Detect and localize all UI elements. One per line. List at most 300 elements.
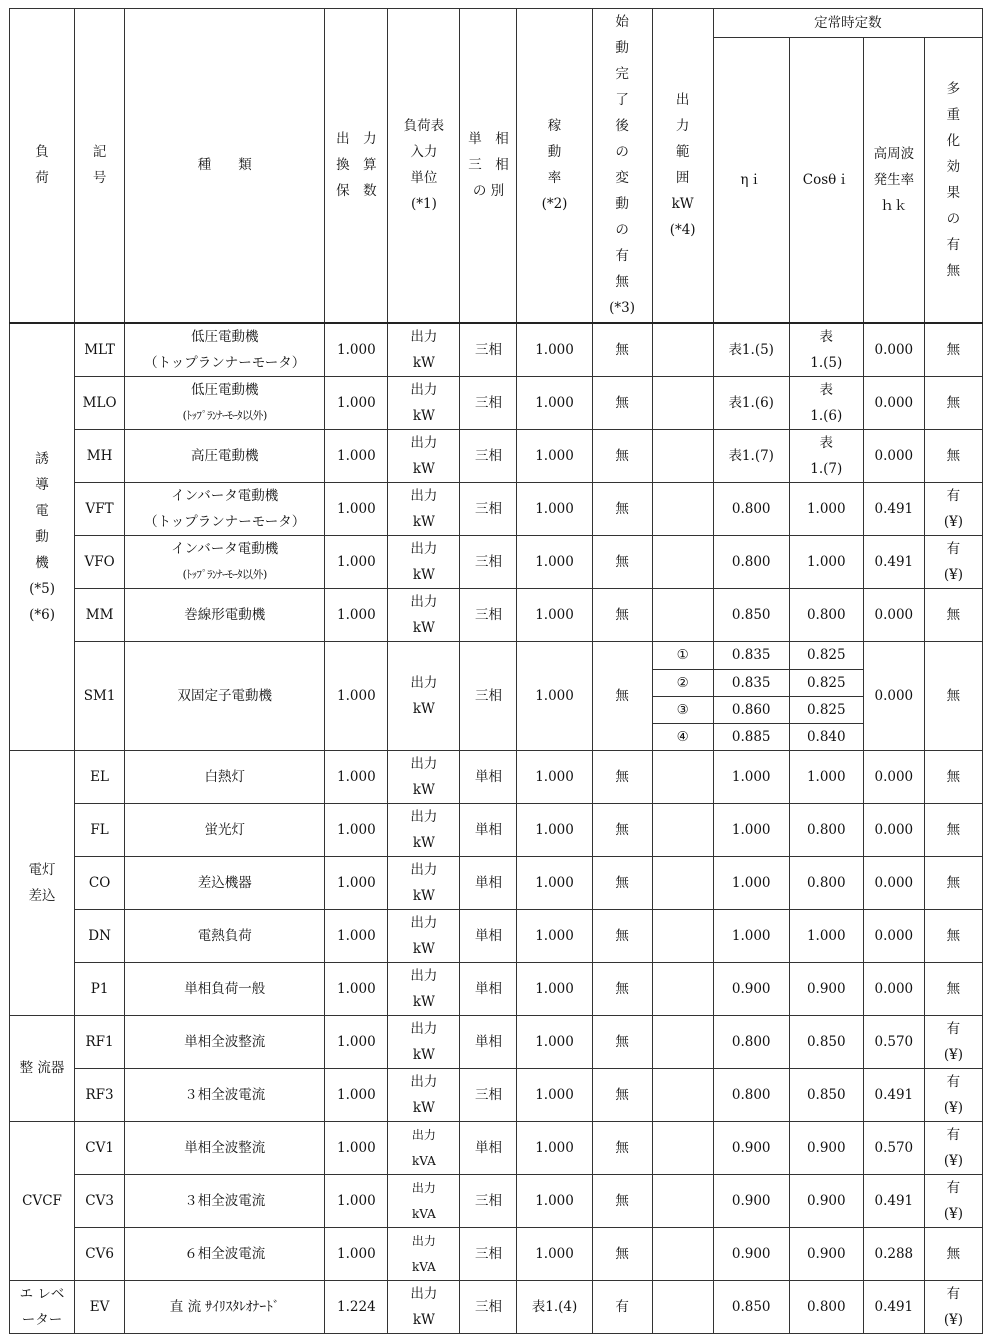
group-rect-line: 整 流器 — [19, 1060, 65, 1076]
unit-cell-line: kW — [412, 619, 435, 636]
coef-cell: 1.000 — [325, 641, 388, 750]
header-unit-line: (*1) — [410, 196, 437, 213]
multi-cell-line: (¥) — [943, 1311, 963, 1328]
header-fluct-line: 無 — [615, 274, 629, 291]
header-cos: Cosθｉ — [789, 38, 863, 323]
hk-cell: 0.570 — [863, 1015, 924, 1068]
multi-cell — [924, 323, 982, 377]
cos-cell — [789, 1121, 863, 1174]
kind-cell — [125, 1121, 325, 1174]
cos-cell-line: 0.850 — [806, 1086, 846, 1103]
kind-cell-line: 低圧電動機 — [190, 381, 259, 398]
header-multi-line: 有 — [946, 236, 961, 253]
kind-cell: 双固定子電動機 — [125, 641, 325, 750]
range-cell: ③ — [652, 696, 713, 723]
unit-cell — [388, 429, 460, 482]
unit-cell-line: 出力 — [410, 1285, 438, 1302]
unit-cell-line: 出力 — [411, 1127, 436, 1142]
cos-cell — [789, 588, 863, 641]
header-unit-line: 負荷表 — [403, 118, 445, 135]
fluct-cell: 無 — [592, 750, 652, 803]
kind-cell — [125, 750, 325, 803]
unit-cell — [388, 641, 460, 750]
cos-cell-line: 1.000 — [806, 553, 846, 570]
multi-cell — [924, 535, 982, 588]
eta-cell: 0.900 — [713, 1174, 789, 1227]
symbol-cell: CV6 — [75, 1227, 125, 1280]
header-phase — [460, 9, 517, 323]
coef-cell: 1.000 — [325, 962, 388, 1015]
rate-cell: 1.000 — [517, 909, 592, 962]
kind-cell-line: 白熱灯 — [204, 768, 245, 785]
multi-cell-line: 無 — [946, 1245, 961, 1262]
range-cell — [652, 535, 713, 588]
header-fluct-line: 了 — [615, 92, 629, 109]
unit-cell-line: 出力 — [411, 1180, 436, 1195]
group-lamp-line: 差込 — [28, 887, 56, 904]
table-row — [10, 803, 983, 856]
eta-cell: 0.835 — [713, 669, 789, 696]
eta-cell: 0.850 — [713, 588, 789, 641]
phase-cell: 三相 — [460, 429, 517, 482]
multi-cell — [924, 803, 982, 856]
cos-cell — [789, 962, 863, 1015]
table-row — [10, 429, 983, 482]
unit-cell-line: 出力 — [410, 861, 438, 878]
range-cell — [652, 1015, 713, 1068]
range-cell: ② — [652, 669, 713, 696]
phase-cell: 三相 — [460, 323, 517, 377]
header-unit-line: 単位 — [410, 170, 438, 187]
unit-cell-line: 出力 — [410, 381, 438, 398]
coef-cell: 1.000 — [325, 1121, 388, 1174]
header-harm-line: 発生率 — [873, 171, 915, 188]
phase-cell: 単相 — [460, 750, 517, 803]
phase-cell: 三相 — [460, 1280, 517, 1333]
coef-cell: 1.000 — [325, 376, 388, 429]
eta-cell: 1.000 — [713, 909, 789, 962]
header-rate — [517, 9, 592, 323]
multi-cell-line: (¥) — [943, 1152, 963, 1169]
cos-cell — [789, 1068, 863, 1121]
eta-cell: 0.860 — [713, 696, 789, 723]
phase-cell: 単相 — [460, 962, 517, 1015]
kind-cell — [125, 429, 325, 482]
eta-cell: 0.800 — [713, 535, 789, 588]
table-row — [10, 1068, 983, 1121]
rate-cell: 1.000 — [517, 1227, 592, 1280]
symbol-cell: MLT — [75, 323, 125, 377]
unit-cell-line: kW — [412, 460, 435, 477]
kind-cell-line: 単相負荷一般 — [184, 980, 266, 997]
phase-cell: 三相 — [460, 1068, 517, 1121]
phase-cell: 三相 — [460, 588, 517, 641]
header-rate-line: 率 — [547, 170, 562, 187]
kind-cell-line: （トップランナーモータ） — [144, 513, 306, 530]
multi-cell-line: 有 — [946, 1179, 961, 1196]
header-harm-line: 高周波 — [873, 145, 915, 162]
eta-cell: 0.885 — [713, 723, 789, 750]
fluct-cell: 無 — [592, 429, 652, 482]
header-multi-line: 化 — [946, 132, 961, 149]
header-range-line: 力 — [675, 118, 690, 135]
group-cvcf-line: CVCF — [22, 1192, 62, 1209]
rate-cell: 1.000 — [517, 588, 592, 641]
symbol-cell: MM — [75, 588, 125, 641]
cos-cell-line: 0.800 — [806, 874, 846, 891]
rate-cell: 1.000 — [517, 323, 592, 377]
phase-cell: 単相 — [460, 1015, 517, 1068]
multi-cell — [924, 1227, 982, 1280]
cos-cell-line: 0.900 — [806, 1192, 846, 1209]
unit-cell — [388, 1227, 460, 1280]
unit-cell — [388, 1121, 460, 1174]
coef-cell: 1.000 — [325, 1174, 388, 1227]
multi-cell — [924, 1015, 982, 1068]
multi-cell-line: 無 — [946, 821, 961, 838]
hk-cell: 0.288 — [863, 1227, 924, 1280]
table-row — [10, 482, 983, 535]
header-kind: 種 類 — [125, 9, 325, 323]
fluct-cell: 無 — [592, 1015, 652, 1068]
multi-cell-line: 無 — [946, 606, 961, 623]
unit-cell-line: 出力 — [410, 808, 438, 825]
multi-cell — [924, 376, 982, 429]
eta-cell: 0.900 — [713, 962, 789, 1015]
symbol-cell: EV — [75, 1280, 125, 1333]
cos-cell — [789, 1280, 863, 1333]
header-multi-line: 多 — [946, 80, 961, 97]
header-fluct-line: の — [615, 222, 629, 239]
fluct-cell: 有 — [592, 1280, 652, 1333]
range-cell — [652, 1280, 713, 1333]
unit-cell-line: 出力 — [410, 674, 438, 691]
symbol-cell: MLO — [75, 376, 125, 429]
range-cell — [652, 803, 713, 856]
unit-cell — [388, 856, 460, 909]
fluct-cell: 無 — [592, 376, 652, 429]
rate-cell: 1.000 — [517, 641, 592, 750]
cos-cell-line: 1.000 — [806, 768, 846, 785]
fluct-cell: 無 — [592, 1068, 652, 1121]
cos-cell-line: 1.(7) — [810, 460, 843, 477]
eta-cell: 表1.(5) — [713, 323, 789, 377]
range-cell — [652, 856, 713, 909]
header-multi-line: 無 — [946, 262, 961, 279]
rate-cell: 1.000 — [517, 962, 592, 1015]
header-steady: 定常時定数 — [713, 9, 982, 38]
group-cvcf — [10, 1121, 75, 1280]
rate-cell: 1.000 — [517, 803, 592, 856]
group-induction-line: 誘 — [35, 450, 49, 467]
symbol-cell: EL — [75, 750, 125, 803]
unit-cell-line: 出力 — [410, 328, 438, 345]
multi-cell — [924, 482, 982, 535]
cos-cell: 0.840 — [789, 723, 863, 750]
fluct-cell: 無 — [592, 641, 652, 750]
unit-cell-line: 出力 — [410, 914, 438, 931]
unit-cell-line: kW — [412, 834, 435, 851]
cos-cell — [789, 535, 863, 588]
kind-cell — [125, 535, 325, 588]
multi-cell-line: (¥) — [943, 513, 963, 530]
unit-cell-line: kW — [412, 887, 435, 904]
hk-cell: 0.000 — [863, 750, 924, 803]
kind-cell — [125, 1174, 325, 1227]
range-cell — [652, 323, 713, 377]
range-cell — [652, 909, 713, 962]
eta-cell: 0.900 — [713, 1227, 789, 1280]
unit-cell-line: 出力 — [410, 540, 438, 557]
eta-cell: 0.800 — [713, 1015, 789, 1068]
unit-cell-line: 出力 — [410, 755, 438, 772]
hk-cell: 0.000 — [863, 323, 924, 377]
unit-cell-line: kW — [412, 781, 435, 798]
header-range-line: 囲 — [675, 170, 690, 187]
header-phase-line: 単 相 — [468, 131, 509, 148]
table-row — [10, 1280, 983, 1333]
group-induction-line: 動 — [35, 528, 49, 545]
kind-cell-line: (ﾄｯﾌﾟﾗﾝﾅｰﾓｰﾀ以外) — [182, 408, 267, 422]
header-fluct-line: の — [615, 144, 629, 161]
table-row — [10, 535, 983, 588]
unit-cell — [388, 1174, 460, 1227]
rate-cell: 1.000 — [517, 535, 592, 588]
rate-cell: 1.000 — [517, 1121, 592, 1174]
cos-cell — [789, 856, 863, 909]
group-induction-line: 機 — [35, 554, 49, 571]
group-elev-line: ーター — [21, 1311, 63, 1328]
kind-cell-line: （トップランナーモータ） — [144, 354, 306, 371]
eta-cell: 0.800 — [713, 1068, 789, 1121]
eta-cell: 1.000 — [713, 750, 789, 803]
unit-cell-line: 出力 — [410, 967, 438, 984]
hk-cell: 0.491 — [863, 1174, 924, 1227]
coef-cell: 1.000 — [325, 429, 388, 482]
eta-cell: 0.835 — [713, 641, 789, 669]
header-fluct-line: (*3) — [609, 300, 635, 317]
fluct-cell: 無 — [592, 803, 652, 856]
kind-cell-line: 低圧電動機 — [190, 328, 259, 345]
rate-cell: 1.000 — [517, 1068, 592, 1121]
multi-cell-line: 無 — [946, 447, 961, 464]
multi-cell-line: 無 — [946, 927, 961, 944]
coef-cell: 1.224 — [325, 1280, 388, 1333]
symbol-cell: MH — [75, 429, 125, 482]
rate-cell: 1.000 — [517, 1015, 592, 1068]
header-unit — [388, 9, 460, 323]
symbol-cell: VFT — [75, 482, 125, 535]
kind-cell-line: ３相全波電流 — [184, 1086, 266, 1103]
header-coef-line: 保 数 — [336, 183, 377, 200]
cos-cell — [789, 1015, 863, 1068]
hk-cell: 0.000 — [863, 376, 924, 429]
cos-cell — [789, 323, 863, 377]
phase-cell: 三相 — [460, 1227, 517, 1280]
group-elev-line: エ レベ — [19, 1285, 65, 1302]
unit-cell-line: 出力 — [411, 1233, 436, 1248]
header-range-line: (*4) — [669, 222, 696, 239]
hk-cell: 0.491 — [863, 535, 924, 588]
range-cell: ① — [652, 641, 713, 669]
fluct-cell: 無 — [592, 1174, 652, 1227]
hk-cell: 0.000 — [863, 909, 924, 962]
header-range-line: kW — [671, 196, 694, 213]
unit-cell — [388, 588, 460, 641]
fluct-cell: 無 — [592, 962, 652, 1015]
header-multi-line: 果 — [946, 184, 961, 201]
unit-cell — [388, 1015, 460, 1068]
kind-cell-line: 巻線形電動機 — [184, 606, 266, 623]
group-lamp — [10, 750, 75, 1015]
hk-cell: 0.000 — [863, 429, 924, 482]
header-rate-line: 動 — [547, 144, 562, 161]
group-induction-line: 導 — [35, 476, 49, 493]
multi-cell — [924, 429, 982, 482]
load-constants-table — [9, 8, 983, 1334]
kind-cell — [125, 1227, 325, 1280]
phase-cell: 単相 — [460, 856, 517, 909]
hk-cell: 0.000 — [863, 803, 924, 856]
group-induction-line: (*6) — [29, 606, 55, 623]
header-phase-line: の 別 — [472, 183, 505, 200]
symbol-cell: CV3 — [75, 1174, 125, 1227]
coef-cell: 1.000 — [325, 856, 388, 909]
header-multi-line: の — [946, 210, 961, 227]
eta-cell: 表1.(7) — [713, 429, 789, 482]
coef-cell: 1.000 — [325, 588, 388, 641]
kind-cell-line: 蛍光灯 — [204, 821, 245, 838]
unit-cell-line: kW — [412, 566, 435, 583]
group-rect — [10, 1015, 75, 1121]
hk-cell: 0.491 — [863, 482, 924, 535]
cos-cell — [789, 803, 863, 856]
header-rate-line: 稼 — [547, 118, 562, 135]
range-cell — [652, 1227, 713, 1280]
kind-cell-line: 電熱負荷 — [197, 927, 252, 944]
unit-cell — [388, 909, 460, 962]
multi-cell: 無 — [924, 641, 982, 750]
cos-cell-line: 1.(6) — [810, 407, 843, 424]
coef-cell: 1.000 — [325, 750, 388, 803]
fluct-cell: 無 — [592, 482, 652, 535]
cos-cell — [789, 1227, 863, 1280]
cos-cell-line: 0.900 — [806, 1245, 846, 1262]
rate-cell: 1.000 — [517, 1174, 592, 1227]
multi-cell-line: 有 — [946, 1126, 961, 1143]
header-multi-line: 重 — [946, 106, 961, 123]
multi-cell-line: (¥) — [943, 1046, 963, 1063]
coef-cell: 1.000 — [325, 909, 388, 962]
cos-cell-line: 表 — [819, 434, 834, 451]
unit-cell-line: kVA — [412, 1153, 436, 1168]
range-cell — [652, 1121, 713, 1174]
hk-cell: 0.491 — [863, 1280, 924, 1333]
symbol-cell: RF3 — [75, 1068, 125, 1121]
unit-cell-line: kW — [412, 700, 435, 717]
unit-cell — [388, 323, 460, 377]
table-row — [10, 1121, 983, 1174]
cos-cell-line: 0.900 — [806, 980, 846, 997]
phase-cell: 三相 — [460, 1174, 517, 1227]
symbol-cell: SM1 — [75, 641, 125, 750]
header-multi — [924, 38, 982, 323]
rate-cell: 1.000 — [517, 376, 592, 429]
unit-cell-line: 出力 — [410, 1073, 438, 1090]
unit-cell — [388, 962, 460, 1015]
kind-cell — [125, 803, 325, 856]
kind-cell-line: 直 流 ｻｲﾘｽﾀﾚｵﾅｰﾄﾞ — [169, 1298, 280, 1315]
group-lamp-line: 電灯 — [28, 861, 56, 878]
multi-cell-line: 無 — [946, 768, 961, 785]
kind-cell-line: (ﾄｯﾌﾟﾗﾝﾅｰﾓｰﾀ以外) — [182, 567, 267, 581]
header-range-line: 範 — [675, 144, 690, 161]
header-phase-line: 三 相 — [468, 157, 509, 174]
table-row — [10, 588, 983, 641]
cos-cell-line: 0.800 — [806, 1298, 846, 1315]
eta-cell: 表1.(6) — [713, 376, 789, 429]
kind-cell — [125, 1068, 325, 1121]
phase-cell: 単相 — [460, 1121, 517, 1174]
cos-cell — [789, 482, 863, 535]
range-cell — [652, 588, 713, 641]
fluct-cell: 無 — [592, 323, 652, 377]
header-fluct-line: 変 — [615, 170, 629, 187]
header-unit-line: 入力 — [410, 144, 438, 161]
unit-cell-line: kW — [412, 354, 435, 371]
header-symbol: 記号 — [75, 9, 125, 323]
rate-cell: 1.000 — [517, 429, 592, 482]
multi-cell — [924, 909, 982, 962]
multi-cell — [924, 1280, 982, 1333]
table-row — [10, 856, 983, 909]
multi-cell — [924, 1068, 982, 1121]
eta-cell: 1.000 — [713, 856, 789, 909]
multi-cell — [924, 750, 982, 803]
kind-cell — [125, 482, 325, 535]
multi-cell-line: 無 — [946, 980, 961, 997]
hk-cell: 0.000 — [863, 962, 924, 1015]
unit-cell-line: kW — [412, 1099, 435, 1116]
eta-cell: 0.900 — [713, 1121, 789, 1174]
header-load: 負荷 — [10, 9, 75, 323]
symbol-cell: CO — [75, 856, 125, 909]
coef-cell: 1.000 — [325, 482, 388, 535]
phase-cell: 三相 — [460, 535, 517, 588]
kind-cell-line: ３相全波電流 — [184, 1192, 266, 1209]
header-fluct-line: 有 — [615, 248, 629, 265]
fluct-cell: 無 — [592, 535, 652, 588]
unit-cell-line: 出力 — [410, 593, 438, 610]
cos-cell — [789, 909, 863, 962]
unit-cell-line: kVA — [412, 1259, 436, 1274]
kind-cell-line: 高圧電動機 — [190, 447, 259, 464]
cos-cell: 0.825 — [789, 696, 863, 723]
coef-cell: 1.000 — [325, 535, 388, 588]
cos-cell: 0.825 — [789, 641, 863, 669]
coef-cell: 1.000 — [325, 1015, 388, 1068]
unit-cell — [388, 1280, 460, 1333]
fluct-cell: 無 — [592, 1121, 652, 1174]
multi-cell — [924, 1121, 982, 1174]
header-harm-line: ｈｋ — [880, 197, 908, 214]
table-row — [10, 909, 983, 962]
cos-cell-line: 0.800 — [806, 821, 846, 838]
kind-cell-line: インバータ電動機 — [171, 540, 279, 557]
unit-cell-line: kVA — [412, 1206, 436, 1221]
unit-cell — [388, 482, 460, 535]
cos-cell-line: 表 — [819, 381, 834, 398]
